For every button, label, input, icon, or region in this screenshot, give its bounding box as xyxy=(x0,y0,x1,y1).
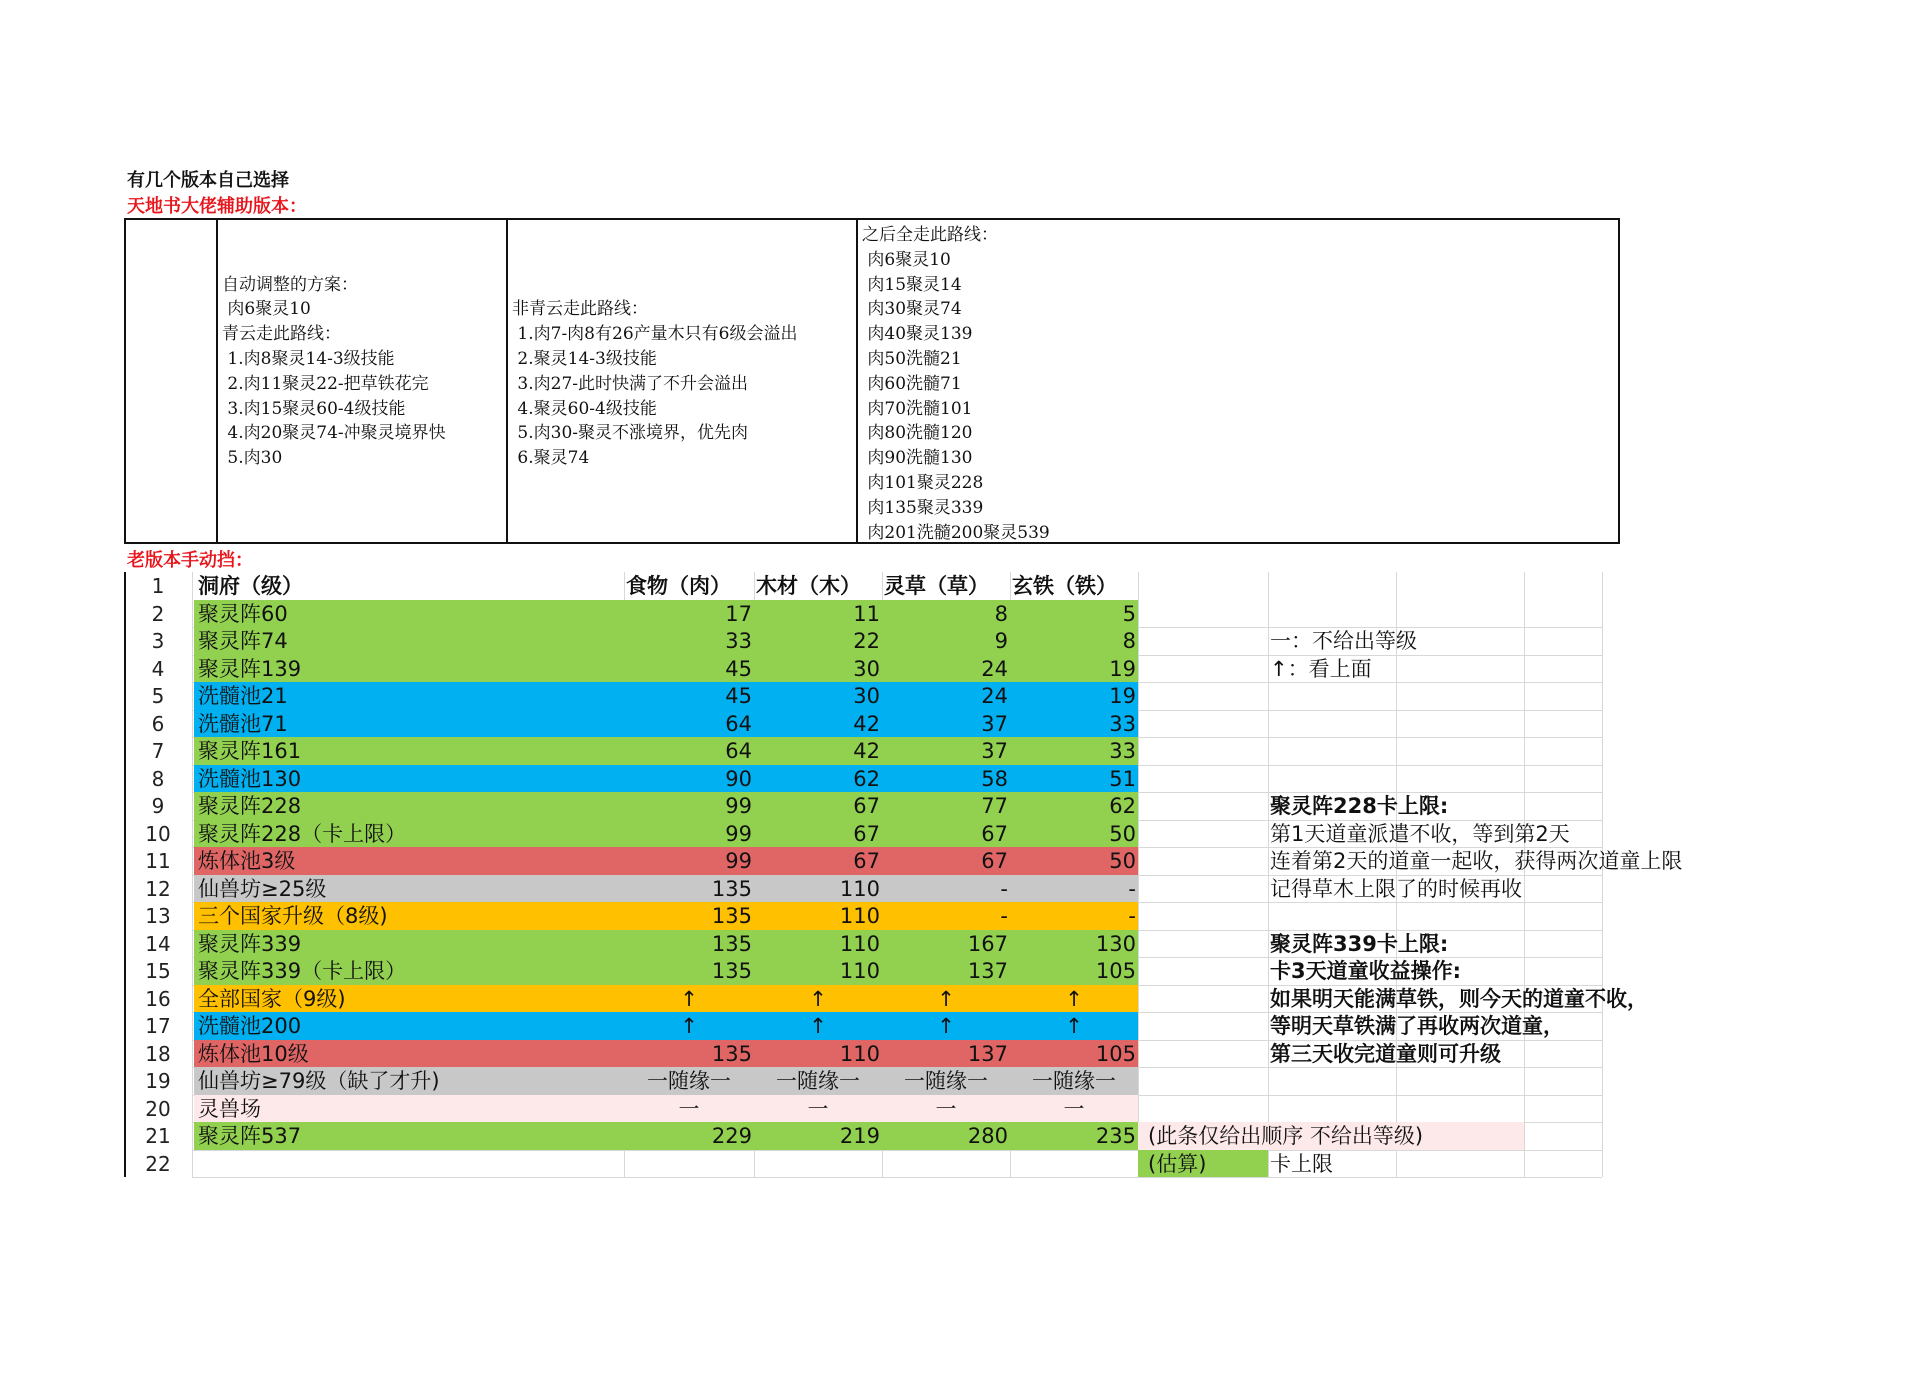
row-number: 3 xyxy=(151,629,165,653)
iron-value: 235 xyxy=(1095,1124,1136,1148)
route-line: 肉6聚灵10 xyxy=(222,299,311,320)
row-number: 14 xyxy=(145,931,171,956)
route-line xyxy=(512,248,856,273)
building-name: 洗髓池130 xyxy=(198,766,302,791)
row-number: 17 xyxy=(145,1014,171,1038)
assist-version-heading: 天地书大佬辅助版本： xyxy=(127,196,307,217)
building-name: 聚灵阵537 xyxy=(198,1124,302,1148)
cap-339-note: 如果明天能满草铁，则今天的道童不收， xyxy=(1270,986,1648,1011)
iron-value: 62 xyxy=(1109,794,1136,818)
route-line: 4.聚灵60-4级技能 xyxy=(512,398,657,419)
route-line: 肉15聚灵14 xyxy=(862,274,962,295)
food-value: 135 xyxy=(711,876,752,901)
herb-value: ↑ xyxy=(937,1014,955,1038)
building-name: 全部国家（9级) xyxy=(198,986,346,1011)
route-line: 1.肉7-肉8有26产量木只有6级会溢出 xyxy=(512,324,798,345)
row-number: 22 xyxy=(145,1151,171,1176)
food-value: 90 xyxy=(725,766,752,791)
route-line: 肉6聚灵10 xyxy=(862,249,951,270)
cap-228-note: 聚灵阵228卡上限: xyxy=(1270,794,1449,818)
route-line: 3.肉27-此时快满了不升会溢出 xyxy=(512,373,748,394)
route-line xyxy=(222,223,506,248)
table-row xyxy=(124,1150,1604,1178)
route-line: 1.肉8聚灵14-3级技能 xyxy=(222,348,395,369)
wood-value: 110 xyxy=(839,876,880,901)
route-line: 肉70洗髓101 xyxy=(862,398,973,419)
building-name: 聚灵阵161 xyxy=(198,739,302,763)
herb-value: 67 xyxy=(981,821,1008,846)
table-row xyxy=(124,1067,1604,1095)
table-row xyxy=(124,737,1604,765)
iron-value: 8 xyxy=(1122,629,1136,653)
later-route-column xyxy=(858,220,1618,542)
building-name: 聚灵阵228（卡上限） xyxy=(198,821,407,846)
cap-339-note: 聚灵阵339卡上限: xyxy=(1270,931,1449,956)
wood-value: 67 xyxy=(853,821,880,846)
row-number: 7 xyxy=(151,739,165,763)
herb-value: - xyxy=(1000,904,1008,928)
food-value: 17 xyxy=(725,601,752,626)
route-line: 肉201洗髓200聚灵539 xyxy=(862,522,1050,543)
route-line: 非青云走此路线： xyxy=(512,299,648,320)
cap-228-note: 记得草木上限了的时候再收 xyxy=(1270,876,1522,901)
iron-value xyxy=(1010,1150,1138,1178)
herb-value: 77 xyxy=(981,794,1008,818)
herb-value: 37 xyxy=(981,711,1008,736)
wood-value: 110 xyxy=(839,904,880,928)
iron-value: 130 xyxy=(1095,931,1136,956)
food-value: 99 xyxy=(725,821,752,846)
wood-value: 42 xyxy=(853,739,880,763)
herb-value: 24 xyxy=(981,684,1008,708)
route-line: 肉40聚灵139 xyxy=(862,324,973,345)
iron-value: 50 xyxy=(1109,849,1136,873)
building-name: 聚灵阵60 xyxy=(198,601,288,626)
iron-value: 33 xyxy=(1109,711,1136,736)
table-header-row xyxy=(124,572,1604,600)
header-food: 食物（肉） xyxy=(626,574,731,598)
wood-value: 一随缘一 xyxy=(776,1069,860,1093)
route-box xyxy=(124,218,1620,544)
building-name: 灵兽场 xyxy=(198,1096,261,1121)
food-value: 33 xyxy=(725,629,752,653)
row-number: 19 xyxy=(145,1069,171,1093)
iron-value: - xyxy=(1128,876,1136,901)
iron-value: 19 xyxy=(1109,684,1136,708)
iron-value: ↑ xyxy=(1065,986,1083,1011)
wood-value: 一 xyxy=(807,1096,829,1121)
table-row xyxy=(124,682,1604,710)
table-row xyxy=(124,765,1604,793)
row-number: 11 xyxy=(145,849,171,873)
food-value: 45 xyxy=(725,656,752,681)
food-value: ↑ xyxy=(680,1014,698,1038)
grid-hline xyxy=(192,1177,1602,1178)
herb-value: 67 xyxy=(981,849,1008,873)
wood-value: 62 xyxy=(853,766,880,791)
old-version-heading: 老版本手动挡： xyxy=(127,550,253,571)
iron-value: 33 xyxy=(1109,739,1136,763)
route-line: 肉101聚灵228 xyxy=(862,472,984,493)
herb-value: 280 xyxy=(967,1124,1008,1148)
route-line: 之后全走此路线： xyxy=(862,225,998,245)
iron-value: 19 xyxy=(1109,656,1136,681)
non-qingyun-route-column xyxy=(508,220,858,542)
food-value: 135 xyxy=(711,959,752,983)
building-name: 三个国家升级（8级) xyxy=(198,904,388,928)
wood-value xyxy=(754,1150,882,1178)
route-line: 肉90洗髓130 xyxy=(862,448,973,469)
wood-value: 42 xyxy=(853,711,880,736)
wood-value: 110 xyxy=(839,931,880,956)
building-name xyxy=(194,1150,624,1178)
building-name: 洗髓池21 xyxy=(198,684,288,708)
iron-value: 51 xyxy=(1109,766,1136,791)
iron-value: 一随缘一 xyxy=(1032,1069,1116,1093)
food-value: 45 xyxy=(725,684,752,708)
building-name: 聚灵阵74 xyxy=(198,629,288,653)
wood-value: 67 xyxy=(853,849,880,873)
header-wood: 木材（木） xyxy=(756,574,861,598)
row-number: 16 xyxy=(145,986,171,1011)
row-number: 12 xyxy=(145,876,171,901)
herb-value: 167 xyxy=(967,931,1008,956)
row-number: 6 xyxy=(151,711,165,736)
header-herb: 灵草（草） xyxy=(884,574,989,598)
herb-value: 一 xyxy=(935,1096,957,1121)
herb-value: 37 xyxy=(981,739,1008,763)
building-name: 洗髓池200 xyxy=(198,1014,302,1038)
legend-item: 一：不给出等级 xyxy=(1270,629,1417,653)
header-iron: 玄铁（铁） xyxy=(1012,574,1117,598)
legend-item: ↑：看上面 xyxy=(1270,656,1372,681)
table-row xyxy=(124,902,1604,930)
building-name: 炼体池10级 xyxy=(198,1041,309,1066)
food-value: 一 xyxy=(678,1096,700,1121)
route-line: 肉80洗髓120 xyxy=(862,423,973,444)
wood-value: 30 xyxy=(853,684,880,708)
herb-value: 一随缘一 xyxy=(904,1069,988,1093)
header-building: 洞府（级） xyxy=(198,574,303,598)
cap-228-note: 连着第2天的道童一起收，获得两次道童上限 xyxy=(1270,849,1683,873)
building-name: 聚灵阵339（卡上限） xyxy=(198,959,407,983)
wood-value: 22 xyxy=(853,629,880,653)
herb-value: ↑ xyxy=(937,986,955,1011)
cap-339-note: 卡3天道童收益操作: xyxy=(1270,959,1462,983)
food-value: 64 xyxy=(725,739,752,763)
herb-value xyxy=(882,1150,1010,1178)
cap-note: 卡上限 xyxy=(1270,1151,1333,1176)
iron-value: - xyxy=(1128,904,1136,928)
building-name: 洗髓池71 xyxy=(198,711,288,736)
row-number: 9 xyxy=(151,794,165,818)
cap-339-note: 等明天草铁满了再收两次道童， xyxy=(1270,1014,1564,1038)
table-row xyxy=(124,655,1604,683)
route-line xyxy=(512,223,856,248)
route-line xyxy=(222,248,506,273)
building-name: 聚灵阵139 xyxy=(198,656,302,681)
row-number: 1 xyxy=(151,574,165,598)
route-line: 2.聚灵14-3级技能 xyxy=(512,348,657,369)
herb-value: 137 xyxy=(967,959,1008,983)
building-name: 聚灵阵339 xyxy=(198,931,302,956)
route-line: 6.聚灵74 xyxy=(512,448,590,469)
route-line: 自动调整的方案： xyxy=(222,274,358,295)
row-number: 2 xyxy=(151,601,165,626)
food-value: 135 xyxy=(711,904,752,928)
order-only-note: (此条仅给出顺序 不给出等级) xyxy=(1148,1124,1424,1148)
herb-value: 9 xyxy=(994,629,1008,653)
versions-heading: 有几个版本自己选择 xyxy=(127,170,289,191)
food-value: 135 xyxy=(711,931,752,956)
wood-value: 110 xyxy=(839,1041,880,1066)
iron-value: 105 xyxy=(1095,1041,1136,1066)
row-number: 21 xyxy=(145,1124,171,1148)
wood-value: 11 xyxy=(853,601,880,626)
wood-value: 67 xyxy=(853,794,880,818)
food-value: 99 xyxy=(725,794,752,818)
route-line: 肉135聚灵339 xyxy=(862,497,984,518)
building-name: 仙兽坊≥25级 xyxy=(198,876,327,901)
wood-value: 219 xyxy=(839,1124,880,1148)
estimate-note: (估算) xyxy=(1148,1151,1207,1176)
route-line: 5.肉30 xyxy=(222,448,283,469)
food-value: 229 xyxy=(711,1124,752,1148)
row-number: 8 xyxy=(151,766,165,791)
route-line: 4.肉20聚灵74-冲聚灵境界快 xyxy=(222,423,446,444)
herb-value: 58 xyxy=(981,766,1008,791)
route-line: 肉30聚灵74 xyxy=(862,299,962,320)
row-number: 5 xyxy=(151,684,165,708)
route-line: 肉60洗髓71 xyxy=(862,373,962,394)
cap-228-note: 第1天道童派遣不收，等到第2天 xyxy=(1270,821,1570,846)
food-value xyxy=(624,1150,754,1178)
route-line xyxy=(512,273,856,298)
route-box-blank-column xyxy=(126,220,218,542)
food-value: ↑ xyxy=(680,986,698,1011)
table-row xyxy=(124,600,1604,628)
herb-value: 24 xyxy=(981,656,1008,681)
iron-value: 50 xyxy=(1109,821,1136,846)
row-number: 15 xyxy=(145,959,171,983)
building-name: 炼体池3级 xyxy=(198,849,296,873)
table-row xyxy=(124,710,1604,738)
food-value: 99 xyxy=(725,849,752,873)
food-value: 64 xyxy=(725,711,752,736)
wood-value: ↑ xyxy=(809,1014,827,1038)
food-value: 一随缘一 xyxy=(647,1069,731,1093)
iron-value: 一 xyxy=(1063,1096,1085,1121)
herb-value: 8 xyxy=(994,601,1008,626)
herb-value: 137 xyxy=(967,1041,1008,1066)
row-number: 18 xyxy=(145,1041,171,1066)
iron-value: 105 xyxy=(1095,959,1136,983)
wood-value: 30 xyxy=(853,656,880,681)
wood-value: ↑ xyxy=(809,986,827,1011)
iron-value: ↑ xyxy=(1065,1014,1083,1038)
building-name: 仙兽坊≥79级（缺了才升) xyxy=(198,1069,440,1093)
route-line: 肉50洗髓21 xyxy=(862,348,962,369)
wood-value: 110 xyxy=(839,959,880,983)
route-line: 3.肉15聚灵60-4级技能 xyxy=(222,398,406,419)
table-row xyxy=(124,1095,1604,1123)
building-name: 聚灵阵228 xyxy=(198,794,302,818)
route-line: 2.肉11聚灵22-把草铁花完 xyxy=(222,373,429,394)
row-number: 20 xyxy=(145,1096,171,1121)
row-number: 13 xyxy=(145,904,171,928)
row-number: 10 xyxy=(145,821,171,846)
route-line: 5.肉30-聚灵不涨境界，优先肉 xyxy=(512,423,748,444)
iron-value: 5 xyxy=(1122,601,1136,626)
herb-value: - xyxy=(1000,876,1008,901)
cap-339-note: 第三天收完道童则可升级 xyxy=(1270,1041,1501,1066)
auto-adjust-route-column xyxy=(218,220,508,542)
route-line: 青云走此路线： xyxy=(222,324,341,345)
row-number: 4 xyxy=(151,656,165,681)
food-value: 135 xyxy=(711,1041,752,1066)
